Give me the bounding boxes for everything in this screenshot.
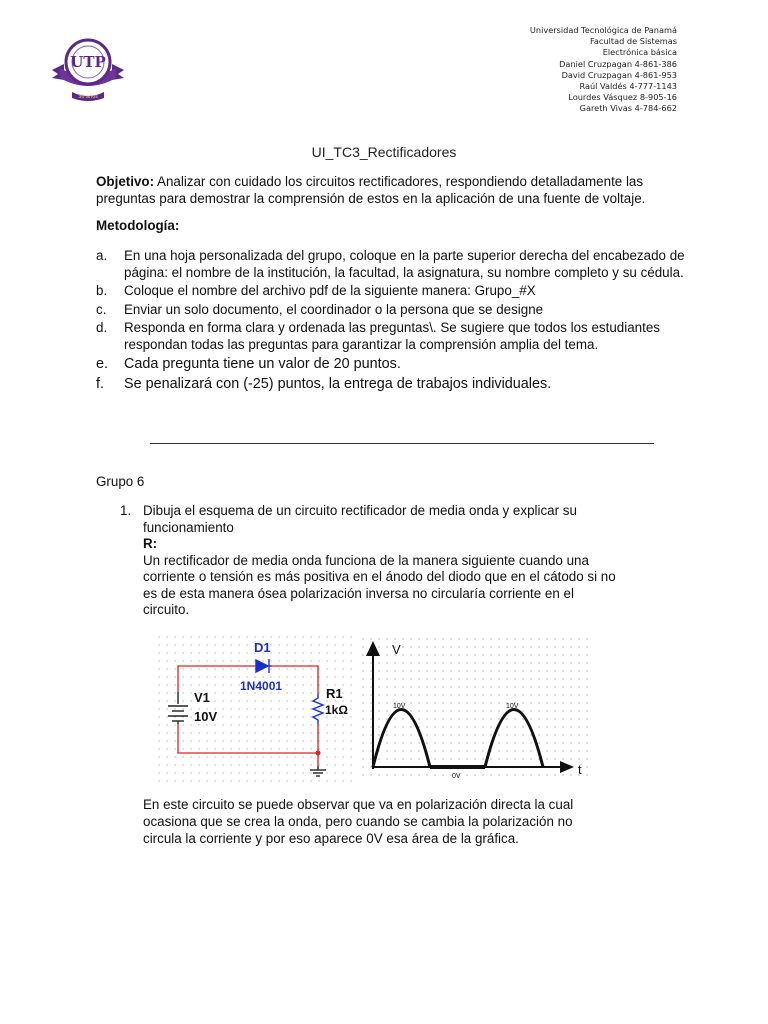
list-item bbox=[96, 248, 686, 281]
resistor-value-label: 1kΩ bbox=[325, 703, 348, 717]
list-text: Coloque el nombre del archivo pdf de la siguiente manera: Grupo_#X bbox=[124, 283, 536, 298]
objective-paragraph bbox=[96, 174, 676, 207]
list-item bbox=[96, 355, 686, 373]
answer-text: Un rectificador de media onda funciona de la manera siguiente cuando una corriente o tensión es más positiva en el ánodo del diodo que en el cátodo si no es de esta manera ósea polarización inversa no circularía corriente en el circuito. bbox=[143, 552, 616, 617]
methodology-list bbox=[96, 248, 686, 395]
svg-text:30 años: 30 años bbox=[78, 94, 98, 100]
member-line: Raúl Valdés 4-777-1143 bbox=[579, 81, 677, 92]
member-line: Lourdes Vásquez 8-905-16 bbox=[568, 92, 677, 103]
list-text: Cada pregunta tiene un valor de 20 puntos. bbox=[124, 356, 401, 372]
group-label: Grupo 6 bbox=[96, 474, 145, 489]
zero-label: 0V bbox=[452, 773, 461, 780]
closing-paragraph: En este circuito se puede observar que va en polarización directa la cual ocasiona que se crea la onda, pero cuando se cambia la polarización no circula la corriente y por eso aparece 0V esa área de la gráfica. bbox=[143, 797, 574, 846]
diode-model-label: 1N4001 bbox=[240, 679, 283, 693]
half-wave-waveform bbox=[362, 638, 592, 780]
source-value-label: 10V bbox=[194, 709, 218, 724]
question-block bbox=[120, 503, 620, 619]
objective-label: Objetivo: bbox=[96, 174, 155, 189]
course-name: Electrónica básica bbox=[602, 47, 677, 58]
rectifier-circuit-diagram bbox=[158, 636, 358, 782]
list-text: Responda en forma clara y ordenada las preguntas\. Se sugiere que todos los estudiantes respondan todas las preguntas para garantizar la comprensión amplia del tema. bbox=[124, 320, 660, 352]
header-info bbox=[530, 25, 677, 115]
list-item bbox=[96, 375, 686, 393]
objective-text: Analizar con cuidado los circuitos rectificadores, respondiendo detalladamente las preguntas para demostrar la comprensión de estos en la aplicación de una fuente de voltaje. bbox=[96, 174, 646, 206]
peak-label-1: 10V bbox=[393, 703, 406, 710]
institution-name: Universidad Tecnológica de Panamá bbox=[529, 25, 677, 35]
list-text: En una hoja personalizada del grupo, coloque en la parte superior derecha del encabezado de página: el nombre de la institución, la facultad, la asignatura, su nombre completo y su cédula. bbox=[124, 248, 685, 280]
list-marker: f. bbox=[96, 376, 104, 392]
divider-line bbox=[150, 443, 654, 444]
list-marker: c. bbox=[96, 301, 107, 317]
peak-label-2: 10V bbox=[506, 703, 519, 710]
answer-label: R: bbox=[143, 536, 158, 551]
faculty-name: Facultad de Sistemas bbox=[589, 36, 677, 47]
list-item bbox=[96, 283, 686, 300]
question-text: Dibuja el esquema de un circuito rectificador de media onda y explicar su funcionamiento bbox=[143, 503, 577, 535]
diode-name-label: D1 bbox=[254, 640, 271, 655]
list-item bbox=[96, 302, 686, 319]
svg-text:UTP: UTP bbox=[70, 53, 106, 71]
member-line: Gareth Vivas 4-784-662 bbox=[579, 103, 677, 114]
x-axis-label: t bbox=[578, 762, 582, 777]
methodology-heading: Metodología: bbox=[96, 218, 180, 233]
list-text: Enviar un solo documento, el coordinador o la persona que se designe bbox=[124, 301, 544, 317]
source-name-label: V1 bbox=[194, 690, 210, 705]
list-marker: a. bbox=[96, 248, 108, 263]
resistor-name-label: R1 bbox=[326, 686, 343, 701]
question-number: 1. bbox=[120, 503, 132, 518]
document-title: UI_TC3_Rectificadores bbox=[311, 144, 457, 160]
list-item bbox=[96, 320, 686, 353]
answer-block bbox=[143, 536, 620, 619]
list-marker: b. bbox=[96, 283, 108, 298]
member-line: David Cruzpagan 4-861-953 bbox=[561, 69, 677, 80]
university-logo bbox=[50, 34, 126, 104]
list-marker: d. bbox=[96, 320, 108, 335]
y-axis-label: V bbox=[392, 642, 401, 657]
member-line: Daniel Cruzpagan 4-861-386 bbox=[559, 58, 677, 69]
list-marker: e. bbox=[96, 356, 109, 372]
list-text: Se penalizará con (-25) puntos, la entrega de trabajos individuales. bbox=[124, 376, 552, 392]
junction-dot bbox=[316, 751, 321, 756]
